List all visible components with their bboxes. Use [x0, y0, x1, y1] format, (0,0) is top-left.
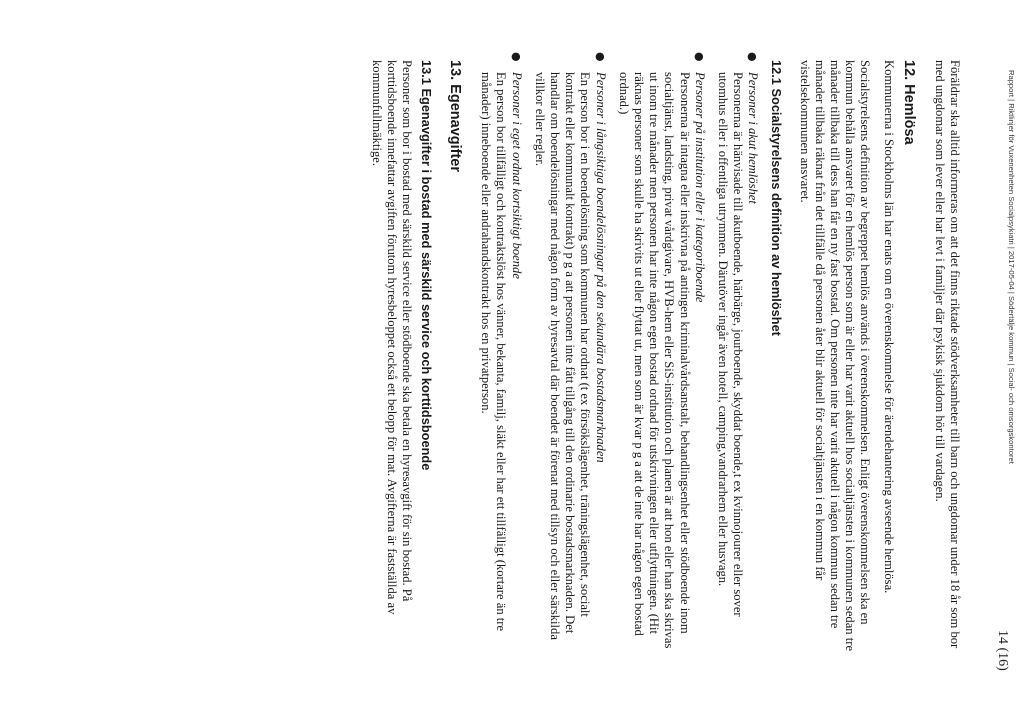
definition-item	[616, 52, 707, 660]
page-number: 14 (16)	[995, 630, 1010, 671]
definition-title: Personer i akut hemlöshet	[746, 72, 761, 204]
definition-item	[715, 52, 761, 660]
definition-title: Personer i eget ordnat kortsiktigt boende	[509, 72, 524, 279]
section-12-heading: 12. Hemlösa	[900, 60, 917, 145]
bullet-icon: ●	[509, 52, 523, 62]
bullet-icon: ●	[692, 52, 706, 62]
section-12-paragraph-1: Kommunerna i Stockholms län har enats om en överenskommelse för ärendehantering avseende hemlösa.	[881, 60, 896, 594]
section-12-paragraph-2: Socialstyrelsens definition av begreppet hemlös används i överenskommelsen. Enligt överenskommelsen ska en kommun behålla ansvaret för en hemlös person som är eller har varit aktuell hos socialtjänsten i kommunen sedan tre månader tillbaka till dess han får en ny fast bostad. Om personen inte har varit aktuell i någon kommun sedan tre månader tillbaka räknat från det tillfälle då personen åter blir aktuell för socialtjänsten i en kommun får vistelsekommunen ansvaret.	[797, 60, 873, 652]
definition-title: Personer på institution eller i kategoriboende	[692, 72, 707, 303]
definition-body: En person bor tillfälligt och kontraktslöst hos vänner, bekanta, familj, släkt eller har ett tillfälligt (kortare än tre månader) inneboende eller andrahandskontrakt hos en privatperson.	[479, 72, 509, 632]
page-content	[360, 52, 962, 660]
section-13-1-heading: 13.1 Egenavgifter i bostad med särskild service och korttidsboende	[418, 60, 434, 471]
definition-item	[532, 52, 608, 660]
definition-body: En person bor i en boendelösning som kommunen har ordnat (t ex försökslägenhet, träningslägenhet, socialt kontrakt eller kommunalt kontrakt) p g a att personen inte fått tillgång till den ordinarie bostadsmarknaden. Det handlar om boendelösningar med någon form av hyresavtal där boendet är förenat med tillsyn och eller särskilda villkor eller regler.	[532, 72, 593, 640]
intro-paragraph: Föräldrar ska alltid informeras om att det finns riktade stödverksamheter till barn och ungdomar under 18 år som bor med ungdomar som lever eller har levt i familjer där psykisk sjukdom hör till vardagen.	[932, 60, 962, 649]
bullet-icon: ●	[746, 52, 760, 62]
running-header: Rapport | Riktlinjer för Vuxenenheten Socialpsykiatri | 2017-05-04 | Södertälje kommun | Social- och omsorgskontoret	[1007, 70, 1016, 464]
definition-body: Personerna är intagna eller inskrivna på antingen kriminalvårdsanstalt, behandlingsenhet eller stödboende inom socialtjänst, landsting, privat vårdgivare, HVB-hem eller SiS-institution och planen är att hon eller han ska skrivas ut inom tre månader men personen har inte någon egen bostad ordnad för utskrivningen eller utflyttningen. (Hit räknas personer som skulle ha skrivits ut eller flyttat ut, men som är kvar p g a att de inte har någon egen bostad ordnad.)	[616, 72, 692, 649]
section-13-1-paragraph: Personer som bor i bostad med särskild service eller stödboende ska betala en hyresavgift för sin bostad. På korttidsboende innefattar avgiften förutom hyresbeloppet också ett belopp för mat. Avgifterna är fastställda av kommunfullmäktige.	[369, 60, 414, 615]
definition-title: Personer i långsiktiga boendelösningar på den sekundära bostadsmarknaden	[593, 72, 608, 463]
definition-item	[478, 52, 524, 660]
section-12-1-heading: 12.1 Socialstyrelsens definition av hemlöshet	[769, 60, 785, 336]
definition-body: Personerna är hänvisade till akutboende, härbärge, jourboende, skyddat boende,t ex kvinnojourer eller sover utomhus eller i offentliga utrymmen. Därutöver ingår även hotell, camping,vandrarhem eller husvagn.	[715, 72, 746, 617]
section-13-heading: 13. Egenavgifter	[446, 60, 463, 173]
bullet-icon: ●	[593, 52, 607, 62]
